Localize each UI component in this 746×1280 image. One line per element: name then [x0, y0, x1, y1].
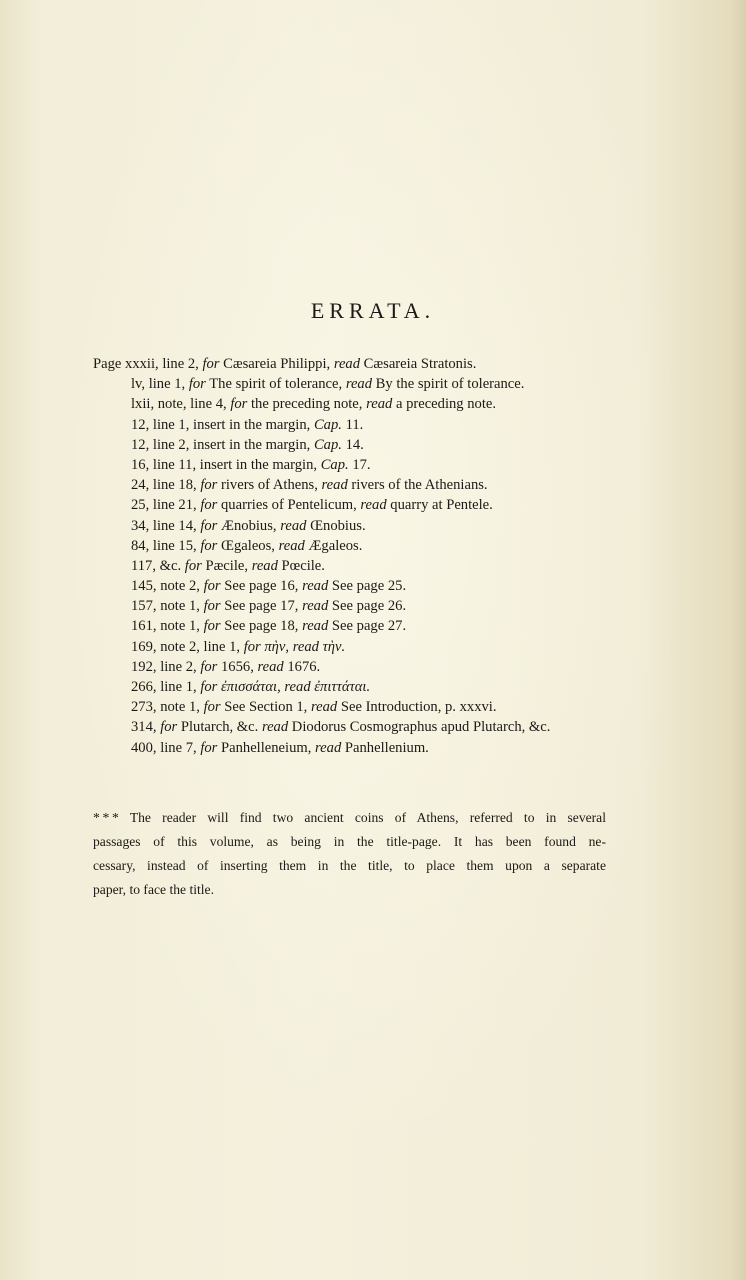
page-title: ERRATA. — [310, 298, 436, 323]
entry-location: 117, &c. — [131, 557, 185, 574]
entry-wrong: Œgaleos, — [217, 537, 279, 554]
entry-location: 273, note 1, — [131, 699, 204, 716]
read-word: read — [302, 578, 329, 595]
read-word: read — [310, 699, 338, 716]
entry-wrong: The spirit of tolerance, — [205, 376, 346, 393]
entry-location: 34, line 14, — [131, 517, 201, 534]
errata-entry — [93, 455, 653, 475]
for-word: for — [200, 517, 218, 534]
for-word: for — [200, 679, 218, 695]
entry-wrong: See page 16, — [220, 578, 303, 595]
for-word: for — [202, 356, 220, 372]
for-word: for — [160, 719, 178, 736]
read-word: read — [345, 376, 373, 393]
read-word: read — [261, 719, 289, 736]
entry-right: Pœcile. — [277, 557, 325, 574]
entry-right: See page 26. — [328, 598, 407, 615]
entry-location: 84, line 15, — [131, 537, 201, 554]
footnote-paragraph — [93, 806, 606, 902]
for-word: for — [230, 396, 248, 413]
entry-right: See page 25. — [328, 578, 407, 595]
read-word: read — [278, 537, 305, 554]
entry-wrong: Plutarch, &c. — [177, 719, 262, 736]
entry-right: Diodorus Cosmographus apud Plutarch, &c. — [288, 719, 551, 736]
read-word: read — [302, 598, 329, 615]
entry-wrong: quarries of Pentelicum, — [217, 497, 361, 514]
entry-location: 314, — [131, 719, 161, 736]
note-line: cessary, instead of inserting them in the title, to place them upon a separate — [93, 858, 606, 873]
entry-wrong: 1656, — [217, 658, 258, 675]
entry-right: Panhellenium. — [341, 739, 429, 756]
entry-right: a preceding note. — [392, 396, 497, 413]
entry-right: rivers of the Athenians. — [347, 477, 488, 494]
errata-entry — [93, 495, 653, 515]
for-word: for — [200, 497, 218, 514]
entry-location: 12, line 2, insert in the margin, — [131, 436, 314, 453]
errata-entry — [93, 616, 653, 636]
for-word: for — [184, 557, 202, 574]
for-word: for — [200, 658, 218, 675]
entry-location: 169, note 2, line 1, — [131, 638, 244, 655]
errata-entry — [93, 697, 653, 717]
errata-entry — [93, 475, 653, 495]
errata-entry — [93, 435, 653, 455]
read-word: read — [366, 396, 393, 413]
entry-right: See Introduction, p. xxxvi. — [337, 699, 497, 716]
entry-right: Ægaleos. — [304, 537, 363, 554]
entry-right: Cæsareia Stratonis. — [360, 356, 477, 372]
entry-wrong: Panhelleneium, — [217, 739, 316, 756]
entry-right: 11. — [341, 416, 364, 433]
errata-entry — [93, 556, 653, 576]
for-word: for — [188, 376, 206, 393]
errata-entry — [93, 657, 653, 677]
cap-word: Cap. — [320, 456, 349, 473]
entry-wrong: rivers of Athens, — [217, 477, 322, 494]
entry-wrong: Ænobius, — [217, 517, 281, 534]
cap-word: Cap. — [313, 436, 342, 453]
entry-location: 145, note 2, — [131, 578, 204, 595]
for-word: for — [200, 739, 218, 756]
entry-location: 266, line 1, — [131, 679, 201, 695]
read-word: read — [360, 497, 387, 514]
for-word: for — [243, 638, 261, 655]
entry-wrong: πὴν, — [260, 638, 293, 655]
entry-location: 192, line 2, — [131, 658, 201, 675]
errata-list — [93, 354, 653, 758]
entry-location: 25, line 21, — [131, 497, 201, 514]
errata-entry — [93, 415, 653, 435]
entry-wrong: See page 18, — [220, 618, 303, 635]
errata-entry — [93, 717, 653, 737]
read-word: read — [284, 679, 311, 695]
entry-wrong: Pæcile, — [201, 557, 252, 574]
errata-entry — [93, 394, 653, 414]
for-word: for — [200, 477, 218, 494]
for-word: for — [203, 618, 221, 635]
read-word: read — [333, 356, 361, 372]
entry-right: By the spirit of tolerance. — [372, 376, 525, 393]
read-word: read — [321, 477, 348, 494]
asterism-mark: * * * — [93, 810, 119, 825]
entry-right: See page 27. — [328, 618, 407, 635]
entry-wrong: ἐπισσάται, — [217, 679, 285, 695]
entry-right: 14. — [341, 436, 364, 453]
for-word: for — [203, 598, 221, 615]
note-line: passages of this volume, as being in the title-page. It has been found ne- — [93, 834, 606, 849]
errata-entry — [93, 354, 653, 374]
read-word: read — [257, 658, 284, 675]
read-word: read — [315, 739, 342, 756]
read-word: read — [280, 517, 307, 534]
entry-wrong: See page 17, — [220, 598, 303, 615]
entry-location: 24, line 18, — [131, 477, 201, 494]
entry-location: 161, note 1, — [131, 618, 204, 635]
entry-wrong: See Section 1, — [220, 699, 311, 716]
cap-word: Cap. — [313, 416, 342, 433]
read-word: read — [292, 638, 319, 655]
entry-right: quarry at Pentele. — [386, 497, 493, 514]
entry-right: 17. — [348, 456, 371, 473]
entry-location: 400, line 7, — [131, 739, 201, 756]
entry-right: ἐπιττάται. — [310, 679, 371, 695]
for-word: for — [200, 537, 218, 554]
errata-entry — [93, 576, 653, 596]
entry-wrong: the preceding note, — [247, 396, 367, 413]
errata-entry — [93, 637, 653, 657]
entry-location: lxii, note, line 4, — [131, 396, 231, 413]
entry-location: lv, line 1, — [131, 376, 189, 393]
for-word: for — [203, 699, 221, 716]
read-word: read — [251, 557, 278, 574]
errata-entry — [93, 596, 653, 616]
note-line-text: The reader will find two ancient coins of Athens, referred to in several — [118, 810, 606, 825]
entry-right: τὴν. — [318, 638, 346, 655]
errata-entry — [93, 374, 653, 394]
errata-entry — [93, 536, 653, 556]
errata-entry — [93, 738, 653, 758]
entry-location: 157, note 1, — [131, 598, 204, 615]
entry-location: 16, line 11, insert in the margin, — [131, 456, 321, 473]
entry-location: Page xxxii, line 2, — [93, 356, 203, 372]
entry-wrong: Cæsareia Philippi, — [219, 356, 334, 372]
note-line — [93, 806, 606, 830]
entry-location: 12, line 1, insert in the margin, — [131, 416, 314, 433]
entry-right: Œnobius. — [306, 517, 366, 534]
read-word: read — [302, 618, 329, 635]
note-line: paper, to face the title. — [93, 882, 214, 897]
entry-right: 1676. — [283, 658, 321, 675]
errata-entry — [93, 516, 653, 536]
for-word: for — [203, 578, 221, 595]
errata-entry — [93, 677, 653, 697]
